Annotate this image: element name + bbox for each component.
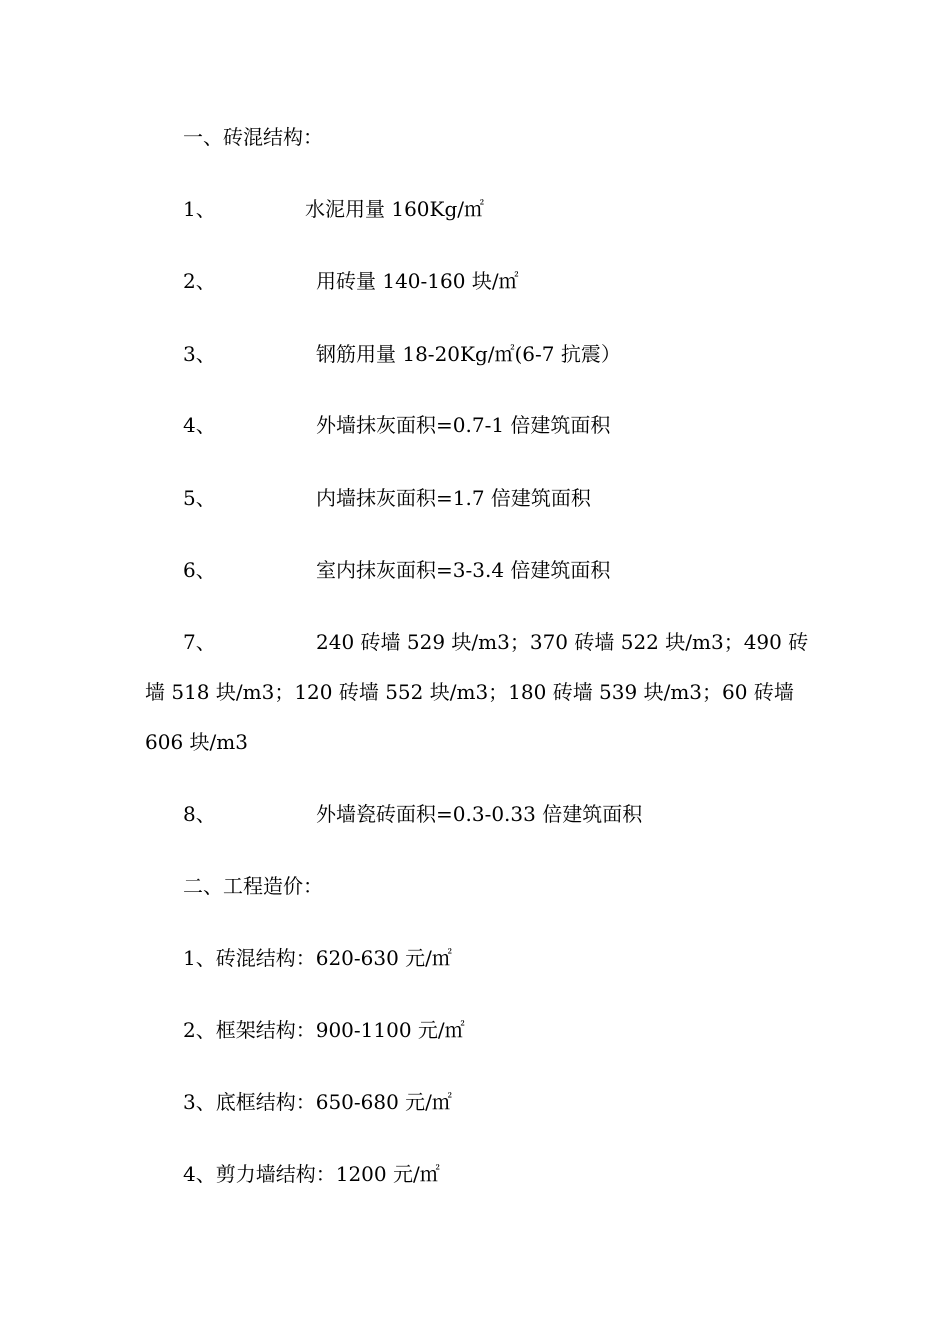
item-number: 1、: [183, 197, 216, 221]
item-text: 水泥用量 160Kg/㎡: [305, 197, 485, 221]
item-number: 4、: [183, 413, 216, 437]
item-number: 6、: [183, 558, 216, 582]
item-text: 钢筋用量 18-20Kg/㎡(6-7 抗震）: [316, 342, 621, 366]
cost-item: 1、砖混结构：620-630 元/㎡: [183, 946, 452, 970]
item-number: 2、: [183, 269, 216, 293]
item-text: 外墙瓷砖面积=0.3-0.33 倍建筑面积: [316, 802, 643, 826]
item-text: 用砖量 140-160 块/㎡: [316, 269, 519, 293]
item-number: 5、: [183, 486, 216, 510]
list-item-continuation: 墙 518 块/m3；120 砖墙 552 块/m3；180 砖墙 539 块/m3；60 砖墙: [145, 680, 794, 704]
list-item-continuation: 606 块/m3: [145, 730, 248, 754]
item-text: 240 砖墙 529 块/m3；370 砖墙 522 块/m3；490 砖: [316, 630, 809, 654]
item-text: 室内抹灰面积=3-3.4 倍建筑面积: [316, 558, 611, 582]
item-number: 7、: [183, 630, 216, 654]
item-number: 8、: [183, 802, 216, 826]
item-text: 内墙抹灰面积=1.7 倍建筑面积: [316, 486, 591, 510]
item-text: 外墙抹灰面积=0.7-1 倍建筑面积: [316, 413, 611, 437]
cost-item: 2、框架结构：900-1100 元/㎡: [183, 1018, 465, 1042]
cost-item: 3、底框结构：650-680 元/㎡: [183, 1090, 452, 1114]
item-number: 3、: [183, 342, 216, 366]
cost-item: 4、剪力墙结构：1200 元/㎡: [183, 1162, 440, 1186]
section-heading-cost: 二、工程造价：: [183, 874, 323, 898]
section-heading-masonry: 一、砖混结构：: [183, 125, 323, 149]
